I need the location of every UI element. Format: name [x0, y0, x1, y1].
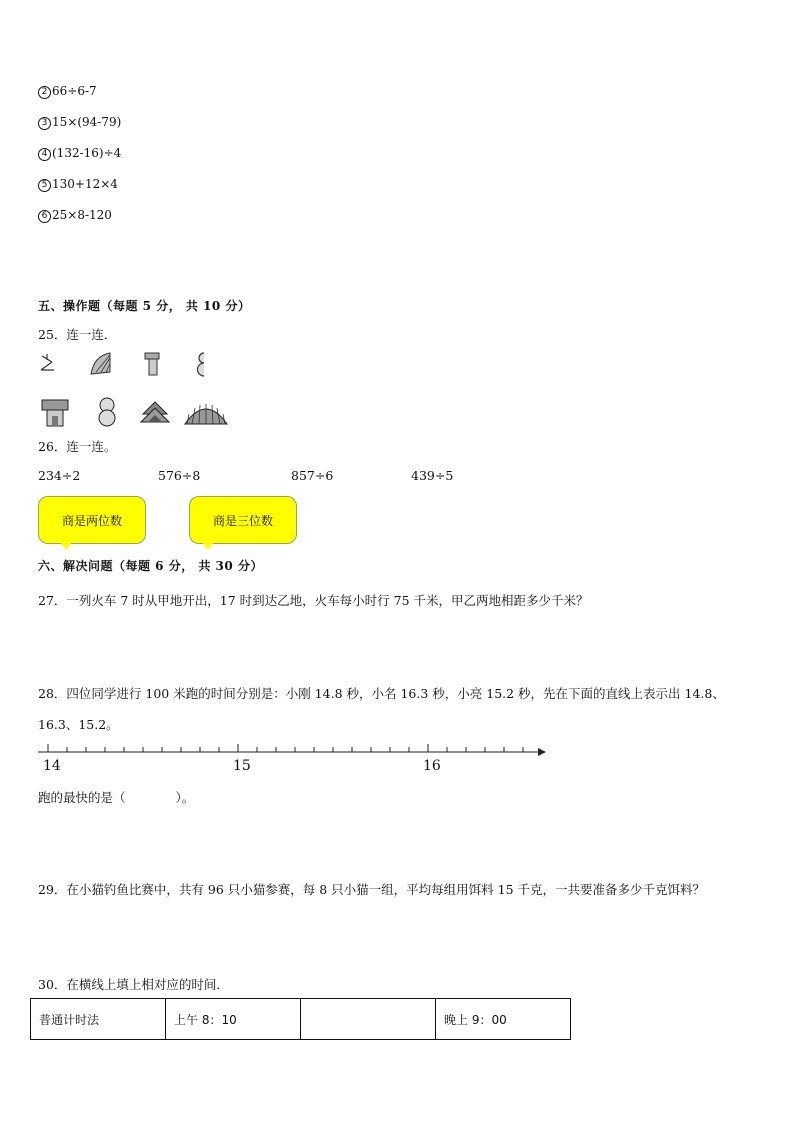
- bubble-tail: [60, 542, 72, 550]
- expression-text: 15×(94-79): [52, 115, 122, 129]
- partial-house-image: [142, 350, 162, 378]
- table-cell: 普通计时法: [31, 999, 166, 1040]
- expression-text: (132-16)÷4: [52, 146, 122, 160]
- time-table: [30, 998, 571, 1040]
- circled-number: 4: [38, 148, 51, 161]
- expression-text: 66÷6-7: [52, 84, 97, 98]
- axis-label-16: 16: [423, 758, 441, 774]
- house-image: [40, 398, 70, 428]
- section-title: 五、操作题（每题 5 分， 共 10 分）: [38, 299, 251, 313]
- axis-label-14: 14: [43, 758, 61, 774]
- circled-number: 3: [38, 117, 51, 130]
- tree-image: [140, 400, 170, 426]
- expression-text: 25×8-120: [52, 208, 112, 222]
- division-item: 857÷6: [291, 468, 334, 483]
- question-26: 26．连一连。: [38, 439, 117, 454]
- section-title: 六、解决问题（每题 6 分， 共 30 分）: [38, 559, 263, 573]
- umbrella-image: [183, 400, 229, 426]
- circled-number: 2: [38, 86, 51, 99]
- fastest-answer-prompt: 跑的最快的是（ ）。: [38, 790, 195, 805]
- table-cell: 上午 8：10: [166, 999, 301, 1040]
- bubble-label: 商是两位数: [61, 513, 122, 528]
- question-27: 27．一列火车 7 时从甲地开出，17 时到达乙地，火车每小时行 75 千米，甲乙两地相距多少千米？: [38, 593, 589, 608]
- bubble-label: 商是三位数: [212, 513, 273, 528]
- partial-zigzag-image: [38, 352, 58, 378]
- division-item: 576÷8: [158, 468, 201, 483]
- expression-item: [38, 146, 121, 161]
- expression-text: 130+12×4: [52, 177, 118, 191]
- number-line: [36, 740, 548, 760]
- question-25: 25．连一连．: [38, 327, 117, 342]
- question-28-line2: 16.3、15.2。: [38, 717, 119, 732]
- circled-number: 5: [38, 179, 51, 192]
- table-cell: 晚上 9：00: [436, 999, 571, 1040]
- division-item: 234÷2: [38, 468, 81, 483]
- expression-item: [38, 84, 97, 99]
- expression-item: [38, 208, 112, 223]
- circled-number: 6: [38, 210, 51, 223]
- axis-label-15: 15: [233, 758, 251, 774]
- question-30: 30．在横线上填上相对应的时间．: [38, 977, 229, 992]
- table-cell-blank[interactable]: [301, 999, 436, 1040]
- table-row: [31, 999, 571, 1040]
- bubble-three-digit-quotient: [189, 496, 297, 544]
- partial-umbrella-image: [88, 350, 114, 376]
- question-28-line1: 28．四位同学进行 100 米跑的时间分别是：小刚 14.8 秒，小名 16.3 秒，小亮 15.2 秒，先在下面的直线上表示出 14.8、: [38, 686, 725, 701]
- expression-item: [38, 115, 121, 130]
- snowman-image: [95, 396, 119, 428]
- partial-snowman-image: [196, 350, 210, 380]
- bubble-tail: [202, 542, 214, 550]
- question-29: 29．在小猫钓鱼比赛中，共有 96 只小猫参赛，每 8 只小猫一组，平均每组用饵料 15 千克，一共要准备多少千克饵料？: [38, 882, 706, 897]
- bubble-two-digit-quotient: [38, 496, 146, 544]
- division-item: 439÷5: [411, 468, 454, 483]
- expression-item: [38, 177, 118, 192]
